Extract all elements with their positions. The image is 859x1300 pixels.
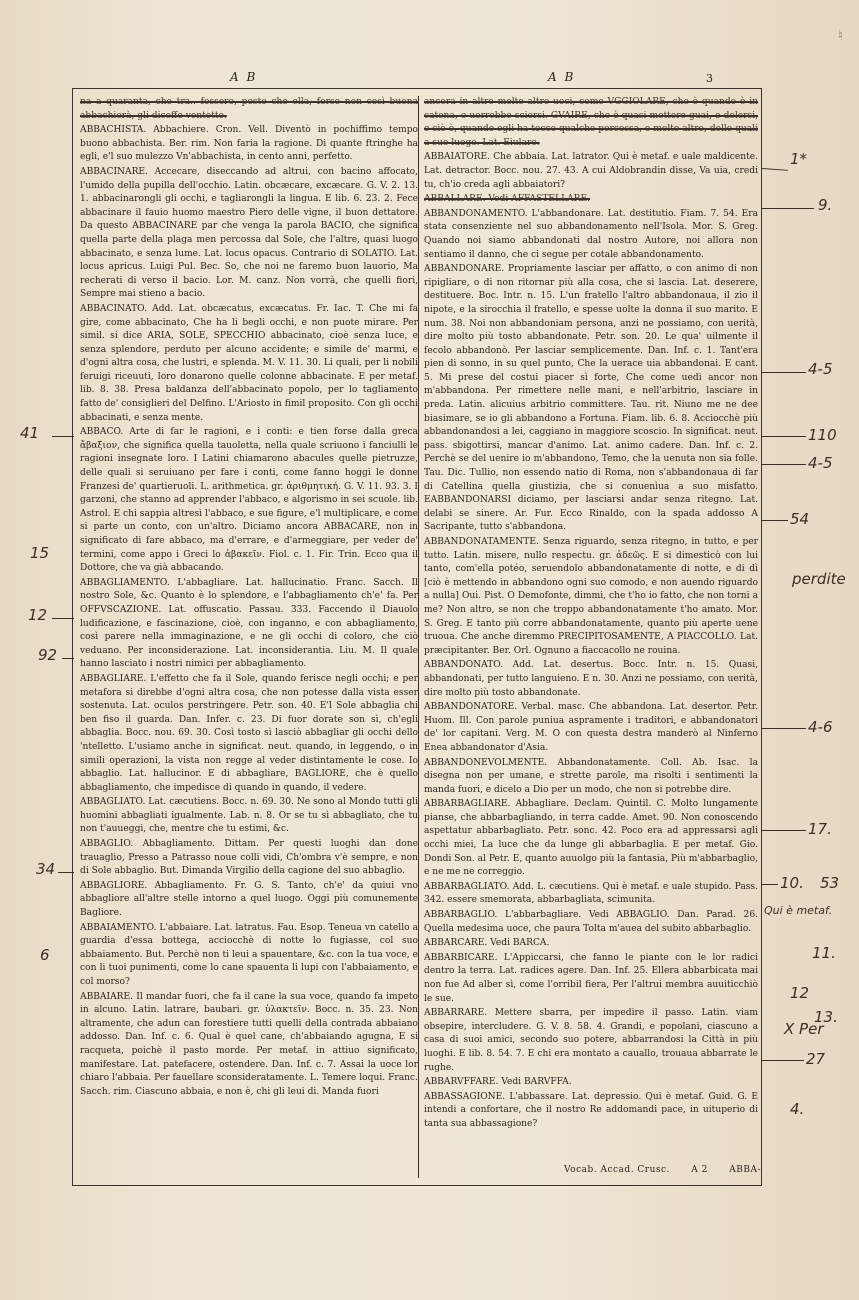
catchword-line [564, 1165, 779, 1175]
entry-abbandonare: ABBANDONARE. Propriamente lasciar per affatto, o con animo di non ripigliare, o di non ritornar più alla cosa, che si lascia. Lat. deserere, destituere. Boc. Intr. n. 15. L'un fratello l'altro abbandonaua, il zio il nipote, e la sirocchia il fratello, e spesse uolte la donna il suo marito. E num. 38. Noi non abbandoniam persona, anzi ne possiamo, con uerità, dire molto più tosto abbandonate. Petr. son. 20. Le qua' uilmente il fecolo abbandonò. Per lasciar semplicemente. Dan. Inf. c. 1. Tant'era pien di sonno, in su quel punto, Che la uerace uia abbandonai. E cant. 5. Mi prese del costui piacer sì forte, Che come uedi ancor non m'abbandona. Per rimettere nelle mani, e nell'arbitrio, lasciare in preda. Latin. alicuius arbitrio committere. Tau. rit. Niuno me ne dee biasimare, se io gli abbandono a Fortuna. Fiam. lib. 6. 8. Acciocchè più abbandonandosi a lei, caggiano in maggiore scoscio. In significat. neut. pass. sbigottirsi, mancar d'animo. Lat. animo cadere. Dan. Inf. c. 2. Perchè se del uenire io m'abbandono, Temo, che la uenuta non sia folle. Tau. Dic. Tullio, non essendo natio di Roma, non s'abbandonaua di far di Catellina quella giustizia, che si conuenìua a suo misfatto. EABBANDONARSI diciamo, per lasciarsi andar senza ritegno. Lat. delabi se sinere. Ar. Fur. Ecco Rinaldo, con la spada addosso A Sacripante, tutto s'abbandona. [424, 264, 758, 533]
entry-abbassagione: ABBASSAGIONE. L'abbassare. Lat. depressio. Qui è metaf. Guid. G. E intendi a confortare, che il nostro Re addomandi pace, in uituperio di tanta sua abbassagione? [424, 1091, 758, 1129]
entry-abbachista: ABBACHISTA. Abbachiere. Cron. Vell. Diventò in pochiffimo tempo buono abbachista. Ber. rim. Non faria la ragione. Di quante ftringhe ha egli, e'l suo mulezzo Vn'abbachista, in cento anni, perfetto. [80, 125, 418, 163]
sheet-mark: A 2 [691, 1165, 708, 1175]
margin-note: 13. [814, 1008, 838, 1026]
entry-abbaiare: ABBAIARE. Il mandar fuori, che fa il cane la sua voce, quando fa impeto in alcuno. Latin. latrare, baubari. gr. ὑλακτεῖν. Bocc. n. 35. 23. Non altramente, che adun can forestiere tutti quelli della contrada abbaiano addosso. Dan. Inf. c. 6. Qual è quel cane, ch'abbaiando agugna, E si racqueta, poichè il pasto morde. Per metaf. in attiuo significato, manifestare. Lat. patefacere, ostendere. Dan. Inf. c. 7. Assai la uoce lor chiaro l'abbaia. Per fauellare sconsideratamente. L. Temere loqui. Franc. Sacch. rim. Ciascuno abbaia, e non è, chi gli leui di. Manda fuori [80, 991, 418, 1097]
margin-note: 10. [780, 874, 804, 892]
margin-note: 92 [38, 646, 58, 664]
entry-continuation-right: ancora in altre molte altre uoci, come VGGIOLARE, che è quando è in catena, e uorrebbe sciorsi. GVAIRE, che è quasi mettere guai, o dolersi, e ciò è, quando egli ha tocco qualche percossa, e molte altre, delle quali a suo luogo. Lat. Eiulare. [424, 97, 758, 148]
margin-note: 6 [40, 946, 50, 964]
column-divider [418, 96, 419, 1178]
entry-abbarbicare: ABBARBICARE. L'Appiccarsi, che fanno le piante con le lor radici dentro la terra. Lat. radices agere. Dan. Inf. 25. Ellera abbarbicata mai non fue Ad alber sì, come l'orribil fiera, Per l'altrui membra auuiticchiò le sue. [424, 952, 758, 1004]
pen-stroke [762, 830, 806, 831]
pen-stroke [762, 168, 788, 171]
pen-stroke [762, 1060, 804, 1061]
running-head-right: A B [548, 70, 576, 84]
entry-abbaiatore: ABBAIATORE. Che abbaia. Lat. latrator. Qui è metaf. e uale maldicente. Lat. detractor. Bocc. nou. 27. 43. A cui Aldobrandin disse, Va uia, credi tu, ch'io creda agli abbaiatori? [424, 152, 758, 190]
margin-note: 27 [806, 1050, 826, 1068]
entry-abbagliamento: ABBAGLIAMENTO. L'abbagliare. Lat. hallucinatio. Franc. Sacch. Il nostro Sole, &c. Quanto è lo splendore, e l'abbagliamento ch'e' fa. Per OFFVSCAZIONE. Lat. offuscatio. Passau. 333. Faccendo il Diauolo ludificazione, e fascinazione, cioè, con inganno, e con abbagliamento, così parere nella immaginazione, e ne gli occhi di coloro, che ciò veduano. Per inconsiderazione. Lat. inconsiderantia. Liu. M. Il quale hanno lasciato i nostri nimici per abbagliamento. [80, 577, 418, 670]
pen-stroke [58, 872, 74, 873]
margin-note: 1* [790, 150, 808, 168]
left-column [80, 96, 418, 1176]
pen-stroke [762, 728, 806, 729]
pen-stroke [762, 372, 806, 373]
entry-abbandonatamente: ABBANDONATAMENTE. Senza riguardo, senza ritegno, in tutto, e per tutto. Latin. misere, nullo respectu. gr. ἀδεῶς. E si dimesticò con lui tanto, com'ella potéo, seruendolo abbandonatamente di notte, e di dì [ciò è mettendo in abbandono ogni suo comodo, e non auendo riguardo a nulla] Oui. Pist. O Demofonte, dimmi, che t'ho io fatto, che non torni a me? Non altro, se non che troppo abbandonatamente t'ho amato. Mor. S. Greg. E tanto più corre abbandonatamente, quanto più aperte uene truoua. Che anche diremmo PRECIPITOSAMENTE, A PIACCOLLO. Lat. præcipitanter. Ber. Orl. Ognuno a fiaccacollo ne rouina. [424, 537, 758, 656]
entry-abbagliato: ABBAGLIATO. Lat. cæcutiens. Bocc. n. 69. 30. Ne sono al Mondo tutti gli huomini abbagliati igualmente. Lab. n. 8. Or se tu sì abbagliato, che tu non t'auueggi, che, mentre che tu estimi, &c. [80, 797, 418, 835]
entry-continuation: na a quaranta, che tra.. fossero, posto che ella, forse non così buona abbachierà, gli diceffe ventotto. [80, 97, 418, 121]
margin-note: 41 [20, 424, 40, 442]
entry-abbarbagliare: ABBARBAGLIARE. Abbagliare. Declam. Quintil. C. Molto lungamente pianse, che abbarbagliando, in terra cadde. Amet. 90. Non conoscendo aspettatur abbarbagliato. Petr. sonc. 42. Poco era ad appressarsi agli occhi miei, La luce che da lunge gli abbarbaglia. E per metaf. Gio. Dondi Son. al Petr. E, quanto auuolgo più la fantasia, Più m'abbarbaglio, e ne me ne correggio. [424, 799, 758, 878]
entry-abbandonamento: ABBANDONAMENTO. L'abbandonare. Lat. destitutio. Fiam. 7. 54. Era stata consenziente nel suo abbandonamento nell'Isola. Mor. S. Greg. Quando noi siamo abbandonati dal nostro Autore, noi allora non sentiamo il danno, che ci segue per cotale abbandonamento. [424, 208, 758, 260]
margin-note: 110 [808, 426, 837, 444]
signature-text: Vocab. Accad. Crusc. [564, 1165, 670, 1175]
entry-abbaiamento: ABBAIAMENTO. L'abbaiare. Lat. latratus. Fau. Esop. Teneua vn catello a guardia d'essa bottega, acciocchè di notte lo fugiasse, col suo abbaiamento. But. Perchè non ti leui a spauentare, &c. con la tua voce, e con li tuoi punimenti, come lo cane spauenta li lupi con l'abbaiamento, e col morso? [80, 922, 418, 987]
entry-abbacinare: ABBACINARE. Accecare, diseccando ad altrui, con bacino affocato, l'umido della pupilla dell'occhio. Latin. obcæcare, excæcare. G. V. 2. 13. 1. abbacinarongli gli occhi, e tagliarongli la lingua. E lib. 6. 23. 2. Fece abbacinare il fauio huomo maestro Piero delle vigne, il buon dettatore. Da questo ABBACINARE par che venga la parola BACIO, che significa quella parte della plaga men percossa dal Sole, che l'altre, quasi luogo abbacinato, e senza lume. Lat. locus opacus. Contrario di SOLATIO. Lat. locus apricus. Luigi Pul. Bec. So, che noi ne faremo buon lauorio, Ma recherati di verso il bacio. Lor. M. canz. Non vorrà, che quelli fiori, Sempre mai stieno a bacio. [80, 166, 418, 300]
entry-abbaruffare: ABBARVFFARE. Vedi BARVFFA. [424, 1077, 572, 1088]
pen-stroke [762, 208, 814, 209]
pen-stroke [52, 436, 74, 437]
margin-note: 4. [790, 1100, 805, 1118]
margin-note: 9. [818, 196, 833, 214]
entry-abbarcare: ABBARCARE. Vedi BARCA. [424, 938, 550, 949]
pen-stroke [52, 618, 74, 619]
margin-note: 17. [808, 820, 832, 838]
entry-abballare: ABBALLARE. Vedi AFFASTELLARE. [424, 194, 591, 205]
margin-note: 34 [36, 860, 56, 878]
entry-abbagliore: ABBAGLIORE. Abbagliamento. Fr. G. S. Tanto, ch'e' da quiui vno abbagliore all'altre stelle intorno a quel luogo. Oggi più comunemente Bagliore. [80, 880, 418, 919]
entry-abbagliare: ABBAGLIARE. L'effetto che fa il Sole, quando ferisce negli occhi; e per metafora si direbbe d'ogni altra cosa, che non potesse dalla vista esser sostenuta. Lat. oculos perstringere. Petr. son. 40. E'l Sole abbaglia chi ben fiso il guarda. Dan. Infer. c. 23. Di fuor dorate son sì, ch'egli abbaglia. Bocc. nou. 69. 30. Così tosto sì lasciò abbagliar gli occhi dello 'ntelletto. L'usiamo anche in significat. neut. quando, in leggendo, o in simili operazioni, la vista non regge al veder distintamente le cose. Io abbaglio. Lat. hallucinor. E di abbagliare, BAGLIORE, che è quello abbagliamento, che impedisce di quando in quando, il vedere. [80, 673, 418, 793]
pen-stroke [762, 436, 806, 437]
entry-abbarrare: ABBARRARE. Mettere sbarra, per impedire il passo. Latin. viam obsepire, intercludere. G. V. 8. 58. 4. Grandi, e popolani, ciascuno a casa di suoi amici, secondo suo potere, abbarrandosi la Città in più luoghi. E lib. 8. 54. 7. E chi era montato a cauallo, trouaua abbarrate le rughe. [424, 1008, 758, 1073]
margin-note: 12 [28, 606, 48, 624]
margin-note: X Per [784, 1020, 824, 1038]
entry-abbandonatore: ABBANDONATORE. Verbal. masc. Che abbandona. Lat. desertor. Petr. Huom. Ill. Con parole puniua aspramente i traditori, e abbandonatori de' lor capitani. Verg. M. O con questa destra manderò al Ninferno Enea abbandonator d'Asia. [424, 702, 758, 753]
pen-stroke [762, 884, 778, 885]
pen-stroke [62, 658, 74, 659]
catchword: ABBA- [729, 1165, 762, 1175]
margin-note: 53 [820, 874, 840, 892]
running-head-left: A B [230, 70, 258, 84]
pen-stroke [762, 520, 788, 521]
margin-note: 4-6 [808, 718, 833, 736]
margin-note: Qui è metaf. [764, 904, 833, 917]
margin-note: 4-5 [808, 360, 833, 378]
entry-abbaglio: ABBAGLIO. Abbagliamento. Dittam. Per questi luoghi dan done trauaglio, Presso a Patrasso noue colli vidi, Ch'ombra v'è sempre, e non di Sole abbaglio. But. Dimanda Virgilio della cagione del suo abbaglio. [80, 839, 418, 877]
entry-abbaco: ABBACO. Arte di far le ragioni, e i conti: e tien forse dalla greca ἄβαξιον, che significa quella tauoletta, nella quale scriuono i fanciulli le ragioni insegnate loro. I Latini chiamarono abacules quelle pietruzze, delle quali si seruiuano per fare i conti, come fanno hoggi le donne Franzesi de' quartieruoli. L. arithmetica. gr. ἀριθμητική. G. V. 11. 93. 3. I garzoni, che stanno ad apprender l'abbaco, e algorismo in sei scuole. lib. Astrol. E chi sappia altresì l'abbaco, e sue figure, e'l multiplicare, e come si parte un conto, con un'altro. Diciamo ancora ABBACARE, non in significato di fare abbaco, ma d'errare, e d'armeggiare, per veder de' termini, come appo i Greci lo ἀβακεῖν. Fiol. c. 1. Fir. Trin. Ecco qua il Dottore, che va già abbacando. [80, 427, 418, 574]
pencil-mark: ♮ [838, 28, 844, 44]
margin-note: 4-5 [808, 454, 833, 472]
margin-note: 15 [30, 544, 50, 562]
entry-abbarbagliato: ABBARBAGLIATO. Add. L. cæcutiens. Qui è metaf. e uale stupido. Pass. 342. essere smemorata, abbarbagliata, scimunita. [424, 881, 758, 906]
pen-stroke [762, 464, 806, 465]
entry-abbandonevolmente: ABBANDONEVOLMENTE. Abbandonatamente. Coll. Ab. Isac. la disegna non per umane, e strette parole, ma risolti i sentimenti la manda fuori, e dicelo a Dio per un modo, che non si potrebbe dire. [424, 757, 758, 795]
right-column [424, 96, 758, 1176]
entry-abbarbaglio: ABBARBAGLIO. L'abbarbagliare. Vedi ABBAGLIO. Dan. Parad. 26. Quella medesima uoce, che paura Tolta m'auea del subito abbarbaglio. [424, 910, 758, 934]
margin-note: 54 [790, 510, 810, 528]
margin-note: 12 [790, 984, 810, 1002]
entry-abbacinato: ABBACINATO. Add. Lat. obcæcatus, excæcatus. Fr. Iac. T. Che mi fa gire, come abbacinato, Che ha li begli occhi, e non puote mirare. Per simil. si dice ARIA, SOLE, SPECCHIO abbacinato, cioè senza luce, e senza splendore, perduto per alcuno accidente; e simile de' marmi, e d'ogni altra cosa, che lustri, e splenda. M. V. 11. 30. Li quali, per li nobili feruigi riceuuti, loro donarono quelle colonne abbacinate. E per metaf. lib. 8. 38. Presa baldanza dell'abbacinato popolo, per lo tagliamento fatto de' consiglieri del Delfino. L'Ariosto in fimil proposito. Con gli occhi abbacinati, e senza mente. [80, 303, 418, 423]
margin-note: 11. [812, 944, 836, 962]
page-number: 3 [706, 72, 715, 85]
margin-note: perdite [792, 570, 846, 588]
entry-abbandonato: ABBANDONATO. Add. Lat. desertus. Bocc. Intr. n. 15. Quasi, abbandonati, per tutto languieno. E n. 30. Anzi ne possiamo, con uerità, dire molto più tosto abbandonate. [424, 660, 758, 698]
